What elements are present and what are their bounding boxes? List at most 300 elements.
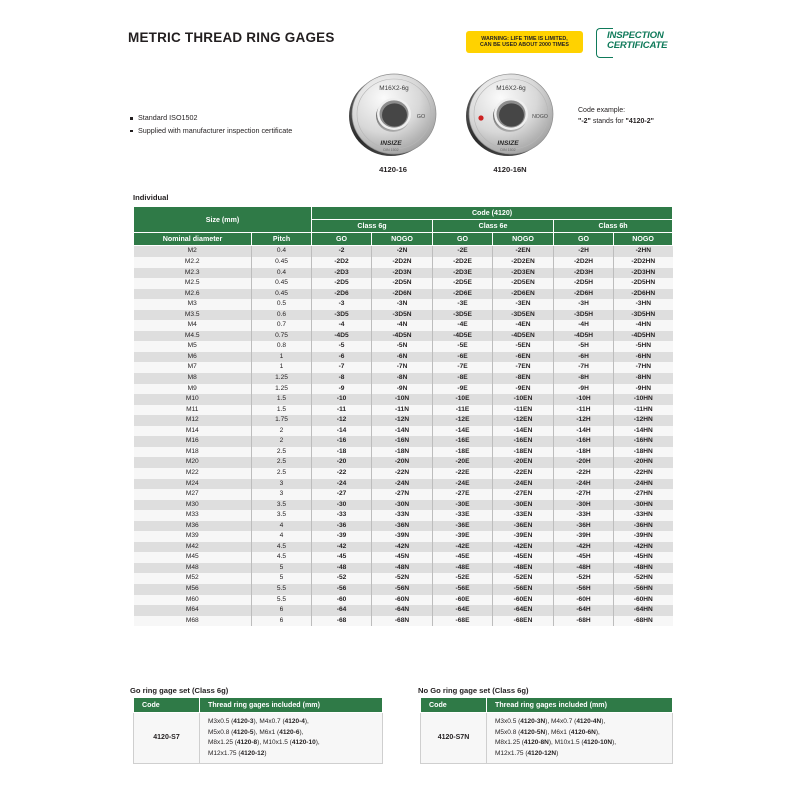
cell-6e-go: -45E: [433, 552, 493, 563]
gage-code-text: 4120-6N: [570, 728, 596, 736]
table-row: [134, 373, 673, 384]
cell-nominal-diameter: M9: [134, 384, 252, 395]
cell-6h-go: -2D3H: [554, 268, 614, 279]
cell-6e-go: -24E: [433, 479, 493, 490]
cell-pitch: 0.45: [252, 278, 312, 289]
cell-nominal-diameter: M4.5: [134, 331, 252, 342]
table-row: [134, 500, 673, 511]
cell-6g-nogo: -12N: [372, 415, 433, 426]
table-header-row-groups: [134, 207, 673, 220]
set-content-line: [208, 717, 377, 728]
gage-size-text: M3x0.5 (: [495, 718, 521, 725]
cell-pitch: 4: [252, 521, 312, 532]
cell-6g-nogo: -24N: [372, 479, 433, 490]
go-set-header-included: Thread ring gages included (mm): [200, 698, 383, 713]
cell-6g-nogo: -20N: [372, 457, 433, 468]
gage-code-text: 4120-6: [279, 728, 300, 736]
table-row: [134, 563, 673, 574]
cell-6h-go: -24H: [554, 479, 614, 490]
go-set-header-row: [134, 698, 383, 713]
cell-6g-go: -27: [312, 489, 372, 500]
gage-code-text: 4120-5: [233, 728, 254, 736]
certificate-line-1: INSPECTION: [607, 30, 664, 41]
gage-size-text: M6x1 (: [259, 728, 280, 736]
gage-size-text: M5x0.8 (: [495, 728, 521, 736]
cell-nominal-diameter: M27: [134, 489, 252, 500]
table-row: [134, 384, 673, 395]
cell-6e-go: -68E: [433, 616, 493, 627]
cell-6h-go: -12H: [554, 415, 614, 426]
cell-pitch: 4.5: [252, 552, 312, 563]
go-set-header-code: Code: [134, 698, 200, 713]
code-example-line2: [578, 117, 654, 128]
cell-6h-go: -16H: [554, 436, 614, 447]
cell-pitch: 0.6: [252, 310, 312, 321]
cell-6g-nogo: -33N: [372, 510, 433, 521]
table-body: [134, 246, 673, 626]
cell-pitch: 0.4: [252, 246, 312, 257]
cell-6g-nogo: -39N: [372, 531, 433, 542]
go-set-code: 4120-S7: [134, 713, 200, 764]
cell-6h-nogo: -39HN: [614, 531, 673, 542]
svg-text:INSIZE: INSIZE: [380, 140, 402, 147]
cell-6e-nogo: -24EN: [493, 479, 554, 490]
table-row: [134, 457, 673, 468]
gage-size-text: M12x1.75 (: [208, 749, 241, 757]
cell-6e-nogo: -64EN: [493, 605, 554, 616]
cell-pitch: 1.75: [252, 415, 312, 426]
cell-nominal-diameter: M8: [134, 373, 252, 384]
cell-6e-go: -30E: [433, 500, 493, 511]
table-row: [134, 489, 673, 500]
certificate-line-2: CERTIFICATE: [607, 40, 668, 52]
cell-6e-nogo: -39EN: [493, 531, 554, 542]
cell-6h-nogo: -2HN: [614, 246, 673, 257]
cell-6h-go: -14H: [554, 426, 614, 437]
cell-nominal-diameter: M36: [134, 521, 252, 532]
cell-6e-go: -36E: [433, 521, 493, 532]
cell-pitch: 3: [252, 489, 312, 500]
cell-6e-go: -3D5E: [433, 310, 493, 321]
gage-size-text: M10x1.5 (: [554, 739, 584, 747]
cell-6h-go: -2D5H: [554, 278, 614, 289]
nogo-set-header-included: Thread ring gages included (mm): [487, 698, 673, 713]
cell-nominal-diameter: M64: [134, 605, 252, 616]
gage-size-text: M12x1.75 (: [495, 749, 528, 757]
nogo-red-dot-marker: [478, 115, 483, 120]
cell-pitch: 3.5: [252, 500, 312, 511]
cell-6h-nogo: -3D5HN: [614, 310, 673, 321]
gage-size-text: M10x1.5 (: [262, 739, 292, 747]
nogo-set-code: 4120-S7N: [421, 713, 487, 764]
cell-6h-nogo: -45HN: [614, 552, 673, 563]
cell-6h-nogo: -2D5HN: [614, 278, 673, 289]
cell-6e-go: -16E: [433, 436, 493, 447]
cell-6e-go: -9E: [433, 384, 493, 395]
nogo-set-row: [421, 713, 673, 764]
cell-nominal-diameter: M3.5: [134, 310, 252, 321]
gage-separator-text: ),: [545, 728, 552, 736]
cell-6h-nogo: -18HN: [614, 447, 673, 458]
cell-6e-nogo: -2D5EN: [493, 278, 554, 289]
table-row: [134, 605, 673, 616]
cell-6h-go: -18H: [554, 447, 614, 458]
cell-6g-go: -18: [312, 447, 372, 458]
cell-6e-go: -27E: [433, 489, 493, 500]
cell-6h-go: -11H: [554, 405, 614, 416]
cell-6g-go: -60: [312, 595, 372, 606]
cell-6e-go: -39E: [433, 531, 493, 542]
cell-6g-nogo: -16N: [372, 436, 433, 447]
cell-6g-go: -3: [312, 299, 372, 310]
cell-6e-nogo: -20EN: [493, 457, 554, 468]
cell-nominal-diameter: M68: [134, 616, 252, 627]
set-content-line: [495, 749, 667, 760]
cell-6e-nogo: -2D6EN: [493, 289, 554, 300]
cell-6h-go: -2H: [554, 246, 614, 257]
cell-6e-go: -56E: [433, 584, 493, 595]
cell-nominal-diameter: M20: [134, 457, 252, 468]
cell-6h-nogo: -3HN: [614, 299, 673, 310]
cell-6h-go: -39H: [554, 531, 614, 542]
cell-6e-go: -11E: [433, 405, 493, 416]
table-row: [134, 542, 673, 553]
product-code-nogo: 4120-16N: [493, 165, 527, 174]
nogo-set-header-row: [421, 698, 673, 713]
cell-nominal-diameter: M33: [134, 510, 252, 521]
cell-pitch: 0.4: [252, 268, 312, 279]
cell-6h-nogo: -4D5HN: [614, 331, 673, 342]
table-row: [134, 394, 673, 405]
gage-code-text: 4120-8N: [523, 739, 549, 747]
cell-pitch: 2.5: [252, 457, 312, 468]
cell-pitch: 2.5: [252, 468, 312, 479]
cell-nominal-diameter: M60: [134, 595, 252, 606]
cell-6e-go: -10E: [433, 394, 493, 405]
cell-nominal-diameter: M30: [134, 500, 252, 511]
header-6g-go: GO: [312, 233, 372, 246]
cell-6h-go: -45H: [554, 552, 614, 563]
cell-pitch: 5.5: [252, 584, 312, 595]
gage-separator-text: ),: [299, 728, 304, 736]
cell-nominal-diameter: M56: [134, 584, 252, 595]
cell-nominal-diameter: M14: [134, 426, 252, 437]
cell-6h-nogo: -42HN: [614, 542, 673, 553]
cell-6h-go: -6H: [554, 352, 614, 363]
cell-6h-go: -4D5H: [554, 331, 614, 342]
cell-nominal-diameter: M11: [134, 405, 252, 416]
header-6g-nogo: NOGO: [372, 233, 433, 246]
table-row: [134, 521, 673, 532]
cell-6e-go: -2D5E: [433, 278, 493, 289]
cell-pitch: 5: [252, 563, 312, 574]
cell-pitch: 1.25: [252, 373, 312, 384]
cell-6g-nogo: -7N: [372, 362, 433, 373]
cell-pitch: 4.5: [252, 542, 312, 553]
cell-6h-nogo: -60HN: [614, 595, 673, 606]
cell-6h-nogo: -2D6HN: [614, 289, 673, 300]
table-row: [134, 257, 673, 268]
cell-6e-go: -14E: [433, 426, 493, 437]
table-row: [134, 331, 673, 342]
svg-text:M16X2-6g: M16X2-6g: [496, 85, 526, 92]
cell-6e-nogo: -10EN: [493, 394, 554, 405]
cell-6e-nogo: -4EN: [493, 320, 554, 331]
cell-6g-go: -14: [312, 426, 372, 437]
set-content-line: [495, 717, 667, 728]
cell-6g-nogo: -14N: [372, 426, 433, 437]
cell-pitch: 3.5: [252, 510, 312, 521]
cell-6g-go: -2D6: [312, 289, 372, 300]
cell-6e-nogo: -36EN: [493, 521, 554, 532]
table-row: [134, 573, 673, 584]
cell-6h-go: -20H: [554, 457, 614, 468]
gage-size-text: M3x0.5 (: [208, 718, 234, 725]
feature-item: Supplied with manufacturer inspection certificate: [130, 125, 292, 138]
table-row: [134, 447, 673, 458]
cell-6e-go: -8E: [433, 373, 493, 384]
warning-text-line1: WARNING: LIFE TIME IS LIMITED,: [481, 35, 568, 42]
inspection-certificate-logo: [596, 28, 680, 56]
cell-6e-nogo: -22EN: [493, 468, 554, 479]
cell-6h-nogo: -30HN: [614, 500, 673, 511]
cell-6e-nogo: -11EN: [493, 405, 554, 416]
cell-6e-nogo: -33EN: [493, 510, 554, 521]
table-row: [134, 552, 673, 563]
cell-6g-go: -3D5: [312, 310, 372, 321]
cell-pitch: 2: [252, 426, 312, 437]
svg-text:GO: GO: [416, 114, 426, 120]
cell-6h-go: -68H: [554, 616, 614, 627]
cell-6h-go: -2D2H: [554, 257, 614, 268]
set-content-line: [208, 728, 377, 739]
gage-size-text: M8x1.25 (: [495, 739, 524, 747]
svg-text:M16X2-6g: M16X2-6g: [379, 85, 409, 92]
cell-6g-nogo: -64N: [372, 605, 433, 616]
cell-6h-nogo: -22HN: [614, 468, 673, 479]
table-header-row-columns: [134, 233, 673, 246]
gage-separator-text: ),: [595, 728, 600, 736]
warning-badge: [466, 31, 583, 53]
cell-pitch: 5.5: [252, 595, 312, 606]
cell-6e-nogo: -27EN: [493, 489, 554, 500]
cell-6e-go: -33E: [433, 510, 493, 521]
cell-nominal-diameter: M24: [134, 479, 252, 490]
cell-6e-nogo: -2D2EN: [493, 257, 554, 268]
cell-nominal-diameter: M45: [134, 552, 252, 563]
table-row: [134, 320, 673, 331]
cell-pitch: 5: [252, 573, 312, 584]
cell-pitch: 0.8: [252, 341, 312, 352]
warning-text-line2: CAN BE USED ABOUT 2000 TIMES: [480, 42, 569, 48]
cell-6g-go: -20: [312, 457, 372, 468]
cell-pitch: 0.5: [252, 299, 312, 310]
cell-6e-go: -22E: [433, 468, 493, 479]
cell-6e-go: -42E: [433, 542, 493, 553]
cell-6e-go: -6E: [433, 352, 493, 363]
cell-pitch: 3: [252, 479, 312, 490]
cell-nominal-diameter: M4: [134, 320, 252, 331]
cell-nominal-diameter: M2.5: [134, 278, 252, 289]
cell-6g-go: -36: [312, 521, 372, 532]
cell-6e-go: -4E: [433, 320, 493, 331]
cell-6g-go: -4D5: [312, 331, 372, 342]
cell-6h-go: -48H: [554, 563, 614, 574]
code-example-full-code: "4120-2": [625, 117, 654, 125]
feature-list: [130, 112, 292, 137]
cell-6h-nogo: -9HN: [614, 384, 673, 395]
product-figure-go: [338, 66, 448, 174]
gage-separator-text: ): [556, 749, 559, 757]
table-row: [134, 479, 673, 490]
cell-6e-go: -4D5E: [433, 331, 493, 342]
cell-6g-go: -56: [312, 584, 372, 595]
cell-6h-nogo: -24HN: [614, 479, 673, 490]
cell-nominal-diameter: M52: [134, 573, 252, 584]
code-example-note: [578, 106, 654, 128]
table-row: [134, 584, 673, 595]
gage-code-text: 4120-10: [291, 739, 316, 747]
cell-nominal-diameter: M16: [134, 436, 252, 447]
cell-6g-go: -9: [312, 384, 372, 395]
cell-6g-go: -6: [312, 352, 372, 363]
cell-6g-nogo: -4D5N: [372, 331, 433, 342]
section-label-go-set: Go ring gage set (Class 6g): [130, 686, 229, 695]
table-row: [134, 510, 673, 521]
cell-pitch: 0.7: [252, 320, 312, 331]
nogo-set-header-code: Code: [421, 698, 487, 713]
cell-6h-go: -30H: [554, 500, 614, 511]
gage-code-text: 4120-3: [233, 718, 254, 725]
cell-6e-nogo: -3D5EN: [493, 310, 554, 321]
header-class-6e: Class 6e: [433, 220, 554, 233]
cell-6e-go: -60E: [433, 595, 493, 606]
cell-6g-nogo: -2D6N: [372, 289, 433, 300]
cell-6e-go: -52E: [433, 573, 493, 584]
cell-pitch: 1.25: [252, 384, 312, 395]
cell-6g-go: -2: [312, 246, 372, 257]
page-title: METRIC THREAD RING GAGES: [128, 30, 335, 45]
table-row: [134, 268, 673, 279]
code-example-suffix: "-2": [578, 117, 591, 125]
cell-6h-nogo: -56HN: [614, 584, 673, 595]
cell-6h-go: -3D5H: [554, 310, 614, 321]
cell-nominal-diameter: M12: [134, 415, 252, 426]
cell-6h-go: -22H: [554, 468, 614, 479]
cell-pitch: 1: [252, 362, 312, 373]
cell-pitch: 1: [252, 352, 312, 363]
cell-pitch: 6: [252, 605, 312, 616]
table-row: [134, 415, 673, 426]
cell-6e-go: -2D2E: [433, 257, 493, 268]
cell-6h-go: -42H: [554, 542, 614, 553]
cell-nominal-diameter: M10: [134, 394, 252, 405]
cell-6g-go: -8: [312, 373, 372, 384]
cell-6e-nogo: -48EN: [493, 563, 554, 574]
cell-6h-nogo: -27HN: [614, 489, 673, 500]
go-ring-gage-set-table: [133, 697, 383, 764]
table-row: [134, 352, 673, 363]
table-row: [134, 278, 673, 289]
cell-6h-go: -52H: [554, 573, 614, 584]
cell-6g-go: -5: [312, 341, 372, 352]
cell-6e-nogo: -14EN: [493, 426, 554, 437]
cell-6g-go: -52: [312, 573, 372, 584]
set-content-line: [495, 738, 667, 749]
cell-6h-nogo: -20HN: [614, 457, 673, 468]
gage-size-text: M8x1.25 (: [208, 739, 237, 747]
table-row: [134, 341, 673, 352]
table-row: [134, 405, 673, 416]
cell-6h-go: -5H: [554, 341, 614, 352]
header-size-mm: Size (mm): [134, 207, 312, 233]
cell-6g-go: -33: [312, 510, 372, 521]
cell-nominal-diameter: M2.3: [134, 268, 252, 279]
thread-ring-gage-nogo-image: [462, 66, 558, 162]
cell-6e-nogo: -30EN: [493, 500, 554, 511]
gage-size-text: M5x0.8 (: [208, 728, 234, 736]
cell-pitch: 1.5: [252, 405, 312, 416]
cell-6h-nogo: -12HN: [614, 415, 673, 426]
cell-6h-nogo: -8HN: [614, 373, 673, 384]
gage-code-text: 4120-4: [284, 718, 305, 725]
cell-pitch: 0.45: [252, 289, 312, 300]
cell-6h-go: -10H: [554, 394, 614, 405]
cell-nominal-diameter: M2: [134, 246, 252, 257]
cell-pitch: 2.5: [252, 447, 312, 458]
cell-6e-nogo: -2D3EN: [493, 268, 554, 279]
gage-size-text: M4x0.7 (: [551, 718, 577, 725]
table-row: [134, 531, 673, 542]
code-example-line1: Code example:: [578, 107, 626, 114]
gage-separator-text: ),: [257, 739, 263, 747]
gage-size-text: M4x0.7 (: [259, 718, 285, 725]
cell-nominal-diameter: M22: [134, 468, 252, 479]
cell-6g-nogo: -6N: [372, 352, 433, 363]
thread-ring-gage-go-image: [345, 66, 441, 162]
gage-separator-text: ),: [315, 739, 320, 747]
table-row: [134, 616, 673, 627]
cell-6h-nogo: -14HN: [614, 426, 673, 437]
cell-nominal-diameter: M39: [134, 531, 252, 542]
table-row: [134, 426, 673, 437]
gage-separator-text: ),: [253, 718, 260, 725]
gage-size-text: M6x1 (: [551, 728, 571, 736]
cell-6g-go: -16: [312, 436, 372, 447]
nogo-ring-gage-set-table: [420, 697, 673, 764]
code-example-middle: stands for: [590, 117, 626, 125]
gage-code-text: 4120-5N: [520, 728, 546, 736]
header-class-6h: Class 6h: [554, 220, 673, 233]
cell-nominal-diameter: M2.6: [134, 289, 252, 300]
cell-6g-nogo: -22N: [372, 468, 433, 479]
cell-6g-nogo: -30N: [372, 500, 433, 511]
cell-6g-go: -45: [312, 552, 372, 563]
cell-pitch: 4: [252, 531, 312, 542]
table-row: [134, 436, 673, 447]
cell-6h-go: -27H: [554, 489, 614, 500]
cell-6e-nogo: -5EN: [493, 341, 554, 352]
cell-6h-go: -33H: [554, 510, 614, 521]
svg-text:INSIZE: INSIZE: [497, 140, 519, 147]
cell-6e-nogo: -45EN: [493, 552, 554, 563]
cell-6e-go: -2D3E: [433, 268, 493, 279]
cell-6h-nogo: -48HN: [614, 563, 673, 574]
cell-pitch: 1.5: [252, 394, 312, 405]
cell-6e-nogo: -68EN: [493, 616, 554, 627]
cell-6h-nogo: -33HN: [614, 510, 673, 521]
table-row: [134, 289, 673, 300]
